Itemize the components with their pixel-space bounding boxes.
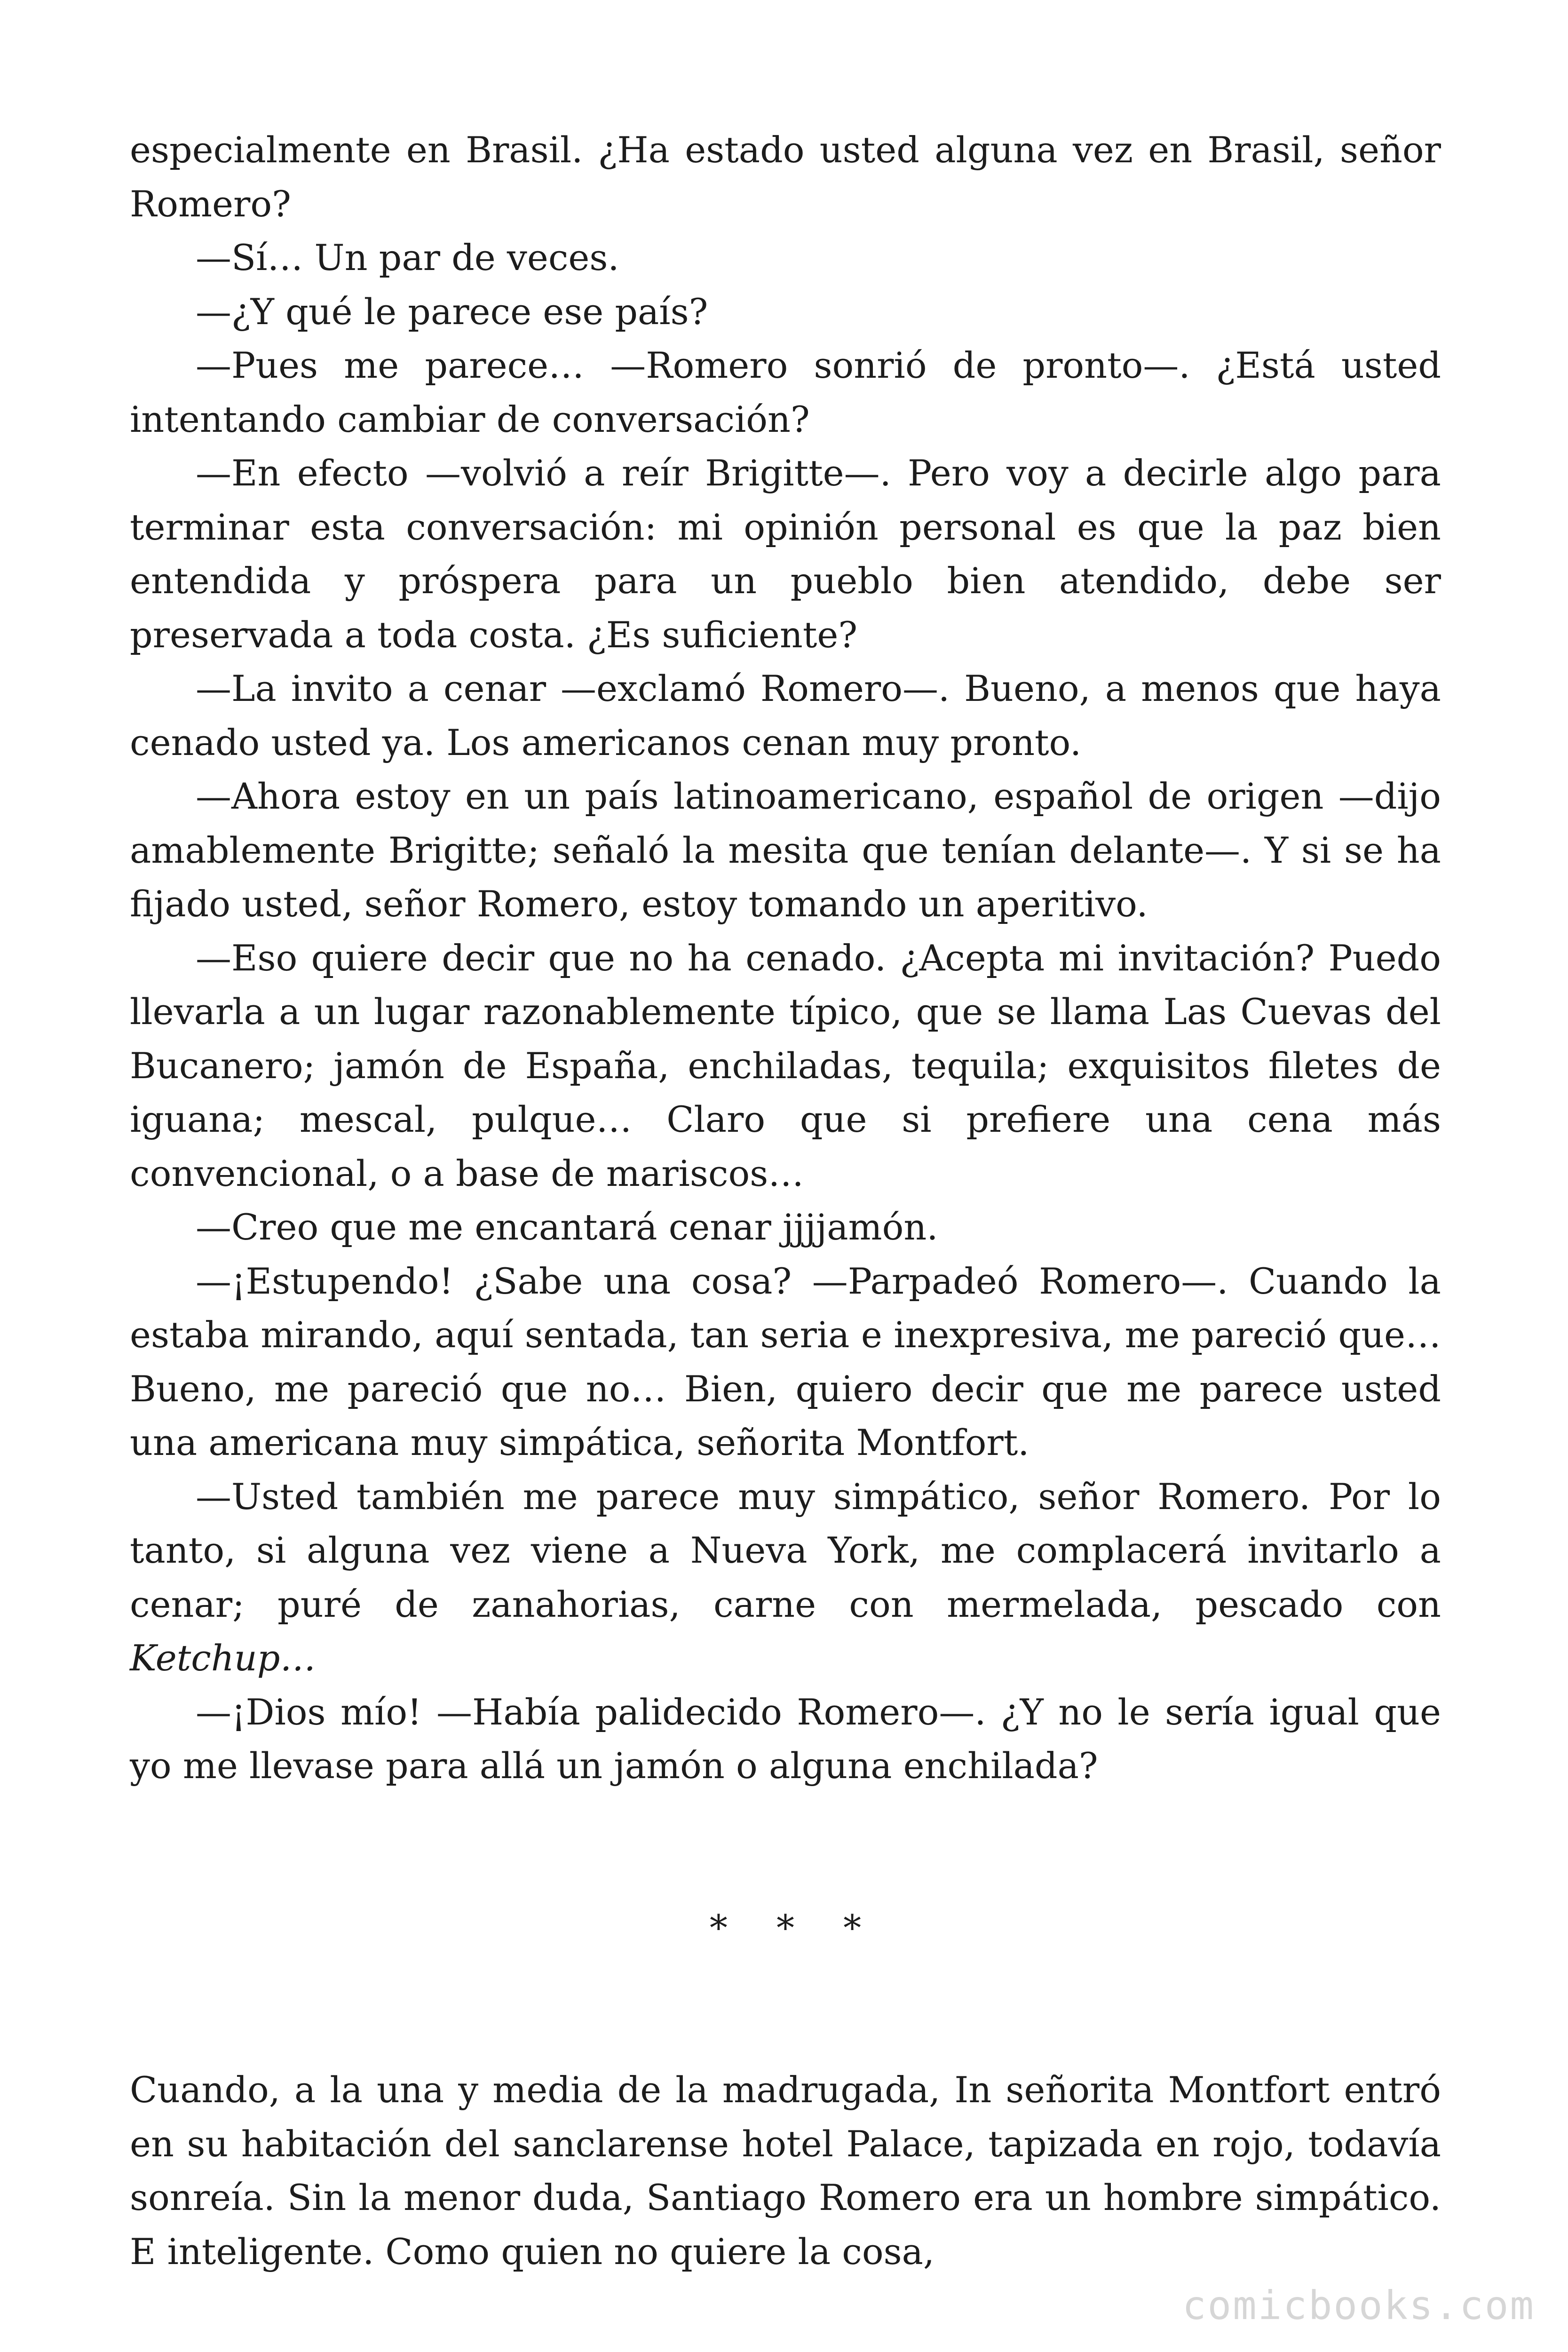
paragraph-text: —Usted también me parece muy simpático, señor Romero. Por lo tanto, si alguna vez viene a Nueva York, me complacerá invitarlo a cenar; puré de zanahorias, carne con mermelada, pescado con [130,1475,1441,1625]
paragraph: —Eso quiere decir que no ha cenado. ¿Acepta mi invitación? Puedo llevarla a un lugar razonablemente típico, que se llama Las Cuevas del Bucanero; jamón de España, enchiladas, tequila; exquisitos filetes de iguana; mescal, pulque… Claro que si prefiere una cena más convencional, o a base de mariscos… [130,937,1441,1194]
paragraph: —Sí… Un par de veces. [196,237,619,278]
section-separator: * * * [709,1907,880,1949]
paragraph: —Pues me parece… —Romero sonrió de pronto—. ¿Está usted intentando cambiar de conversación? [130,344,1441,440]
paragraph: Cuando, a la una y media de la madrugada, In señorita Montfort entró en su habitación del sanclarense hotel Palace, tapizada en rojo, todavía sonreía. Sin la menor duda, Santiago Romero era un hombre simpático. E inteligente. Como quien no quiere la cosa, [130,2069,1441,2273]
paragraph: —¿Y qué le parece ese país? [196,290,708,333]
paragraph: —¡Dios mío! —Había palidecido Romero—. ¿Y no le sería igual que yo me llevase para allá un jamón o alguna enchilada? [130,1691,1441,1787]
paragraph: especialmente en Brasil. ¿Ha estado usted alguna vez en Brasil, señor Romero? [130,129,1441,225]
paragraph: —La invito a cenar —exclamó Romero—. Bueno, a menos que haya cenado usted ya. Los americanos cenan muy pronto. [130,667,1441,763]
paragraph [130,1470,1441,1685]
paragraph: —¡Estupendo! ¿Sabe una cosa? —Parpadeó Romero—. Cuando la estaba mirando, aquí sentada, tan seria e inexpresiva, me pareció que… Bueno, me pareció que no… Bien, quiero decir que me parece usted una americana muy simpática, señorita Montfort. [130,1260,1441,1463]
paragraph: —En efecto —volvió a reír Brigitte—. Pero voy a decirle algo para terminar esta conversación: mi opinión personal es que la paz bien entendida y próspera para un pueblo bien atendido, debe ser preservada a toda costa. ¿Es suficiente? [130,452,1441,656]
watermark: comicbooks.com [1182,2282,1535,2328]
paragraph: —Ahora estoy en un país latinoamericano, español de origen —dijo amablemente Brigitte; señaló la mesita que tenían delante—. Y si se ha fijado usted, señor Romero, estoy tomando un aperitivo. [130,775,1441,925]
paragraph: —Creo que me encantará cenar jjjjamón. [196,1206,938,1248]
page-body [130,123,1441,2279]
italic-word: Ketchup… [130,1637,316,1679]
